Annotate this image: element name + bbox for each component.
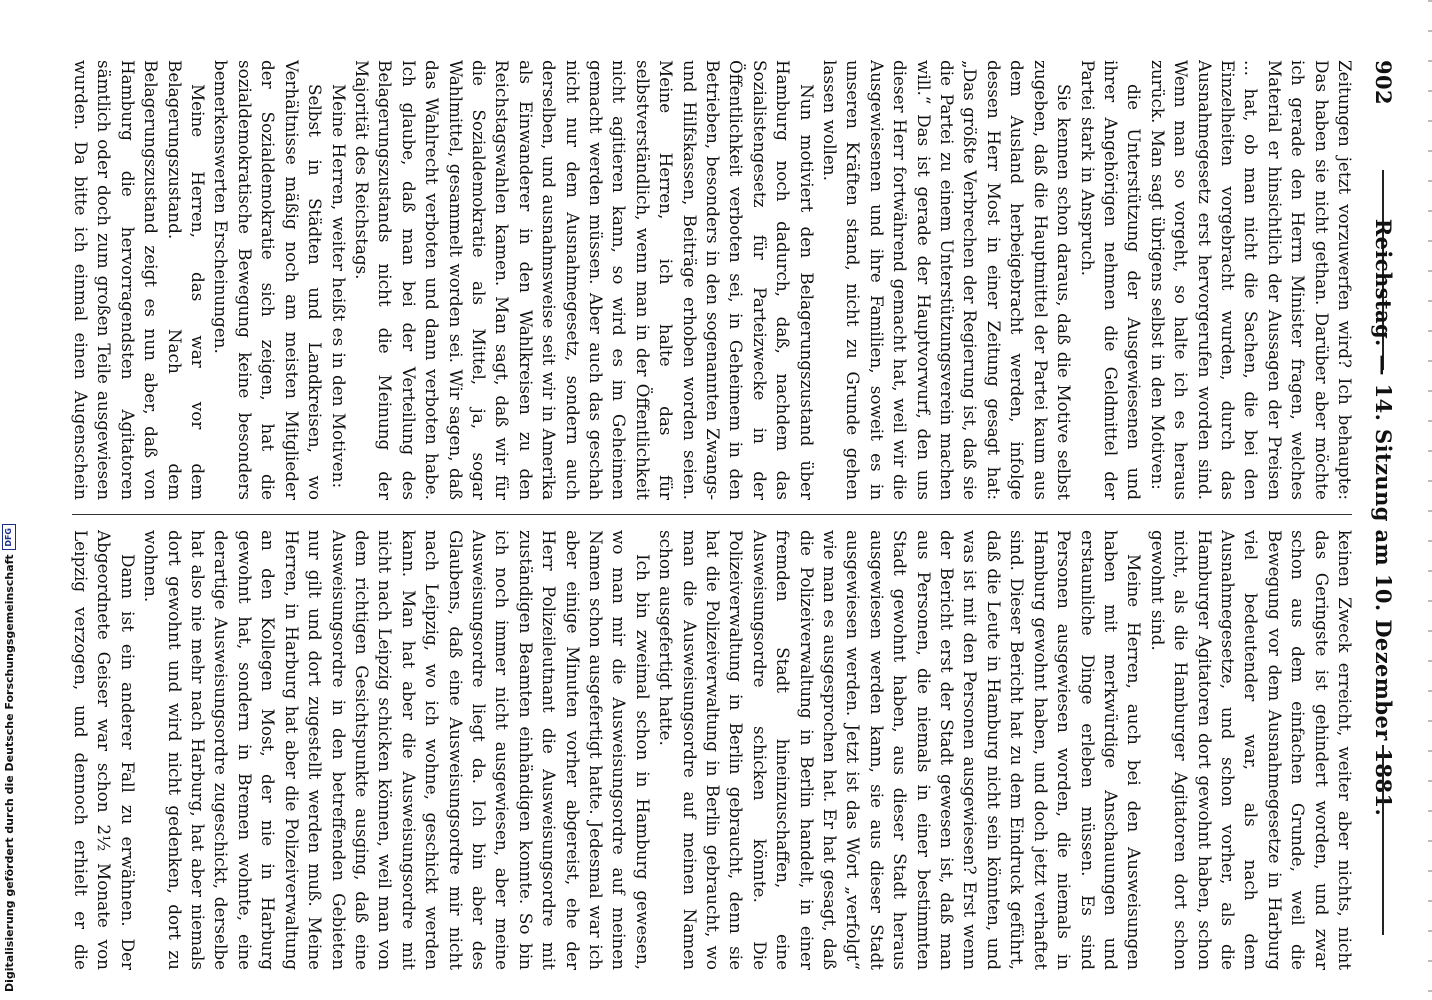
paragraph: Ich bin zweimal schon in Hamburg gewesen, wo man mir die Ausweisungsordre auf meinen Namen schon ausgefertigt hatte. Jedesmal war ich aber einige Minuten vorher abgereist, ehe der Herr Polizeileutnant die Ausweisungsordre mit zuständigen Beamten einhändigen konnte. So bin ich noch immer nicht ausgewiesen, aber meine Ausweisungsordre liegt da. Ich bin aber des Glaubens, daß eine Ausweisungsordre mir nicht nach Leipzig, wo ich wohne, geschickt werden kann. Man hat aber die Ausweisungsordre mit nicht nach Leipzig schicken können, weil man von dem richtigen Gesichtspunkte ausging, daß eine Ausweisungsordre in den betreffenden Gebieten nur gilt und dort zugestellt werden muß. Meine Herren, in Harburg hat aber die Polizeiverwaltung an den Kollegen Most, der nie in Harburg gewohnt hat, sondern in Bremen wohnte, eine derartige Ausweisungsordre zugeschickt, derselbe hat also nie mehr nach Harburg, hat aber niemals dort gewohnt und wird nicht gedenken, dort zu wohnen. bbox=[141, 530, 653, 970]
scan-edge bbox=[1428, 0, 1432, 1000]
paragraph: Meine Herren, weiter heißt es in den Motiven: bbox=[328, 84, 349, 489]
scanned-page bbox=[55, 40, 1400, 990]
digitization-credit bbox=[2, 524, 16, 992]
paragraph: Dann ist ein anderer Fall zu erwähnen. Der Abgeordnete Geiser war schon 2½ Monate von Leipzig verzogen, und dennoch erhielt er die bbox=[71, 530, 138, 970]
right-column bbox=[66, 530, 1356, 970]
page-header bbox=[1366, 60, 1400, 975]
header-rule-right bbox=[1382, 745, 1384, 935]
quotation: die Unterstützung der Ausgewiesenen und ihrer Angehörigen nehmen die Geldmittel der Partei stark in Anspruch. bbox=[1077, 60, 1145, 500]
page-number: 902 bbox=[1371, 60, 1396, 106]
left-column bbox=[66, 60, 1356, 500]
paragraph: Sie kennen schon daraus, daß die Motive selbst zugeben, daß die Hauptmittel der Partei kaum aus dem Ausland herbeigebracht werden, infolge dessen Herr Most in einer Zeitung gesagt hat: „Das größte Verbrechen der Regierung ist, daß sie die Partei zu einem Unterstützungsverein machen will.“ Das ist gerade der Hauptvorwurf, den uns dieser Herr fortwährend gemacht hat, weil wir die Ausgewiesenen und ihre Familien, soweit es in unseren Kräften stand, nicht zu Grunde gehen lassen wollen. bbox=[820, 60, 1075, 500]
paragraph: keinen Zweck erreicht, weiter aber nichts, nicht das Geringste ist gehindert worden, und zwar schon aus dem einfachen Grunde, weil die Bewegung vor dem Ausnahmegesetze in Harburg viel bedeutender war, als nach dem Ausnahmegesetze, und schon vorher, als die Hamburger Agitatoren dort gewohnt haben, schon nicht, als die Hamburger Agitatoren dort schon gewohnt sind. bbox=[1147, 530, 1355, 970]
quotation: Selbst in Städten und Landkreisen, wo Verhältnisse mäßig noch am meisten Mitglieder der Sozialdemokratie sich zeigen, hat die sozialdemokratische Bewegung keine besonders bemerkenswerten Erscheinungen. bbox=[211, 60, 326, 500]
paragraph: Nun motiviert den Belagerungszustand über Hamburg noch dadurch, daß, nachdem das Sozialistengesetz für Parteizwecke in der Öffentlichkeit verboten sei, in Geheimem in den Betrieben, besonders in den sogenannten Zwangs- und Hilfskassen, Beiträge erhoben worden seien. Meine Herren, ich halte das für selbstverständlich, wenn man in der Öffentlichkeit nicht agitieren kann, so wird es im Geheimen gemacht werden müssen. Aber auch das geschah nicht nur dem Ausnahmegesetz, sondern auch derselben, und ausnahmsweise seit wir in Amerika als Einwanderer in den Wahlkreisen zu den Reichstagswahlen kamen. Man sagt, daß wir für die Sozialdemokratie als Mittel, ja, sogar Wahlmittel, gesammelt worden sei. Wir sagen, daß das Wahlrecht verboten und dann verboten habe. Ich glaube, daß man bei der Verteilung des Belagerungszustands nicht die Meinung der Majorität des Reichstags. bbox=[351, 60, 817, 500]
digitization-note: Digitalisierung gefördert durch die Deutsche Forschungsgemeinschaft bbox=[2, 554, 16, 992]
paragraph: Meine Herren, das war vor dem Belagerungszustand. Nach dem Belagerungszustand zeigt es nun aber, daß von Hamburg die hervorragendsten Agitatoren sämtlich oder doch zum großen Teile ausgewiesen wurden. Da bitte ich einmal einen Augenschein bbox=[71, 60, 209, 500]
paragraph: Zeitungen jetzt vorzuwerfen wird? Ich behaupte: Das haben sie nicht gethan. Darüber aber möchte ich gerade den Herrn Minister fragen, welches Material er hinsichtlich der Aussagen der Preisen ... hat, ob man nicht die Sachen, die bei den Einzelheiten vorgebracht wurden, durch das Ausnahmegesetz erst hervorgerufen worden sind. Wenn man so vorgeht, so halte ich es heraus zurück. Man sagt übrigens selbst in den Motiven: bbox=[1147, 60, 1355, 500]
paragraph: Meine Herren, auch bei den Ausweisungen haben mit merkwürdige Anschauungen und erstaunliche Dinge erleben müssen. Es sind Personen ausgewiesen worden, die niemals in Hamburg gewohnt haben, und doch jetzt verhaftet sind. Dieser Bericht hat zu dem Eindruck geführt, daß die Leute in Hamburg nicht sein könnten, und was ist mit den Personen ausgewiesen? Erst wenn der Bericht erst der Stadt gewesen ist, daß man aus Personen, die niemals in einer bestimmten Stadt gewohnt haben, aus dieser Stadt heraus ausgewiesen werden kann, sie aus dieser Stadt ausgewiesen werden. Jetzt ist das Wort „verfolgt“ wie man es ausgesprochen hat. Er hat gesagt, daß die Polizeiverwaltung in Berlin handelt, in einer fremden Stadt hineinzuschaffen, eine Ausweisungsordre schicken könnte. Die Polizeiverwaltung in Berlin gebraucht, denn sie hat die Polizeiverwaltung in Berlin gebraucht, wo man die Ausweisungsordre auf meinen Namen schon ausgefertigt hatte. bbox=[656, 530, 1145, 970]
column-divider bbox=[72, 514, 1352, 515]
page-title: Reichstag. — 14. Sitzung am 10. Dezember 1881. bbox=[1371, 218, 1396, 817]
dfg-logo: DFG bbox=[2, 524, 16, 550]
